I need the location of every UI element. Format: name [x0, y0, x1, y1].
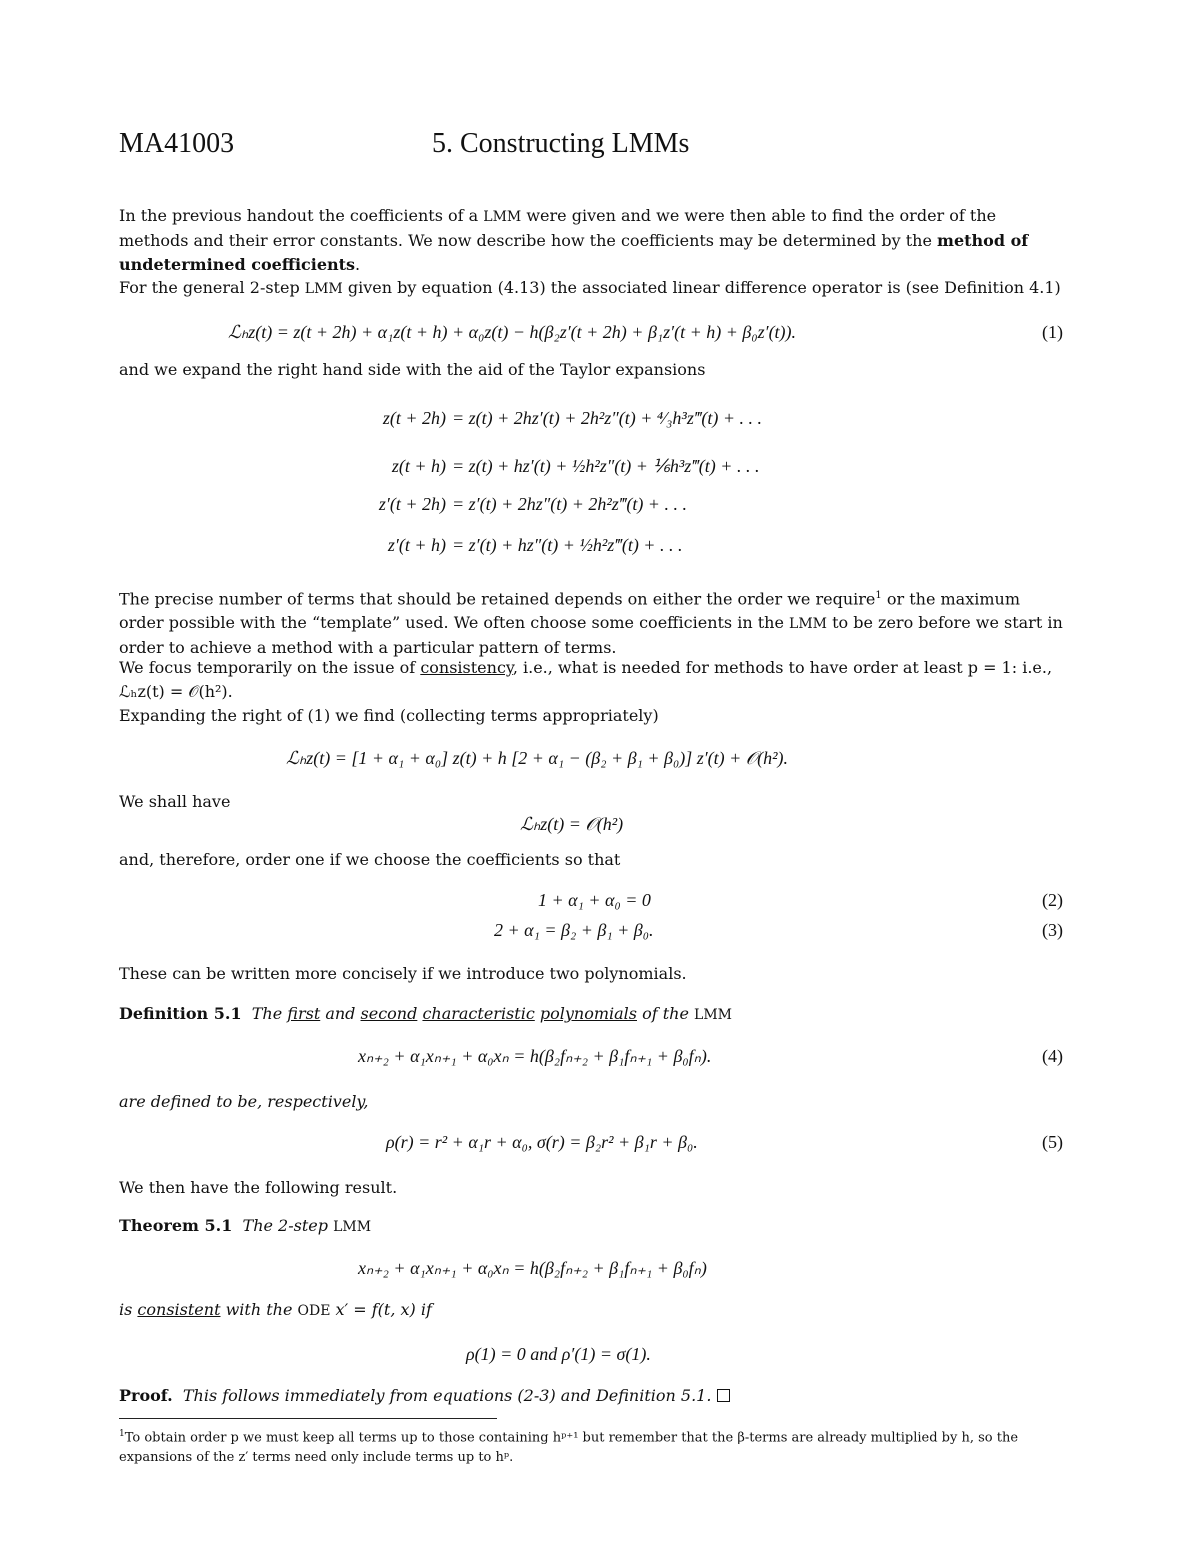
course-code: MA41003	[119, 128, 235, 159]
terms-paragraph	[119, 584, 1063, 660]
proof-label: Proof.	[119, 1386, 173, 1405]
theorem-is: is	[119, 1300, 138, 1319]
terms-text-b: or the maximum order possible with the “template” used. We often choose some coefficients in the	[119, 589, 1021, 633]
concise-sentence: These can be written more concisely if we introduce two polynomials.	[119, 964, 687, 983]
page-title: 5. Constructing LMMs	[432, 128, 690, 159]
and-therefore: and, therefore, order one if we choose the coefficients so that	[119, 850, 621, 869]
result-intro: We then have the following result.	[119, 1178, 398, 1197]
expanded-operator-equation: ℒₕz(t) = [1 + α₁ + α₀] z(t) + h [2 + α₁ − (β₂ + β₁ + β₀)] z′(t) + 𝒪(h²).	[286, 748, 788, 768]
general-text-a: For the general 2-step	[119, 278, 305, 297]
intro-text-end: .	[355, 255, 361, 274]
theorem-with-the: with the	[220, 1300, 298, 1319]
theorem-equation: xₙ₊₂ + α₁xₙ₊₁ + α₀xₙ = h(β₂fₙ₊₂ + β₁fₙ₊₁ + β₀fₙ)	[358, 1258, 707, 1278]
definition-5-1	[119, 1002, 1063, 1027]
taylor-lhs-3: z′(t + 2h)	[378, 494, 446, 514]
taylor-rhs-2: = z(t) + hz′(t) + ½h²z″(t) + ⅙h³z‴(t) + . . .	[452, 456, 760, 476]
footnote-rule	[119, 1418, 497, 1419]
theorem-ode-equation: x′ = f(t, x) if	[330, 1300, 432, 1319]
proof-text: This follows immediately from equations (2-3) and Definition 5.1.	[182, 1386, 712, 1405]
equation-2-number: (2)	[1042, 890, 1063, 910]
equation-4: xₙ₊₂ + α₁xₙ₊₁ + α₀xₙ = h(β₂fₙ₊₂ + β₁fₙ₊₁ + β₀fₙ).	[358, 1046, 712, 1066]
terms-text-c: to be zero before we start in order to achieve a method with a particular pattern of terms.	[119, 613, 1063, 658]
footnote-text: To obtain order p we must keep all terms up to those containing hᵖ⁺¹ but remember that the β-terms are already multiplied by h, so the expansions of the z′ terms need only include terms up to hᵖ.	[119, 1430, 1019, 1466]
equation-1: ℒₕz(t) = z(t + 2h) + α₁z(t + h) + α₀z(t) − h(β₂z′(t + 2h) + β₁z′(t + h) + β₀z′(t)).	[228, 322, 797, 342]
consistency-paragraph	[119, 656, 1063, 728]
lmm-abbrev: LMM	[483, 209, 522, 225]
order-equation: ℒₕz(t) = 𝒪(h²)	[520, 814, 624, 834]
theorem-text-a: The 2-step	[242, 1216, 334, 1235]
equation-3: 2 + α₁ = β₂ + β₁ + β₀.	[494, 920, 654, 940]
taylor-lhs-1: z(t + 2h)	[382, 408, 446, 428]
definition-and: and	[320, 1004, 361, 1023]
intro-text-a: In the previous handout the coefficients of a	[119, 206, 484, 225]
consistency-text-a: We focus temporarily on the issue of	[119, 658, 421, 677]
intro-text-b: were given and we were then able to find the order of the methods and their error constants. We now describe how the coefficients may be determined by the	[119, 206, 997, 250]
consistency-text-c: Expanding the right of (1) we find (collecting terms appropriately)	[119, 706, 659, 725]
taylor-rhs-4: = z′(t) + hz″(t) + ½h²z‴(t) + . . .	[452, 535, 683, 555]
lmm-abbrev: LMM	[304, 281, 343, 297]
method-undetermined-coefficients: method of undetermined coefficients	[119, 231, 1029, 274]
lmm-abbrev: LMM	[333, 1219, 372, 1235]
lmm-abbrev: LMM	[789, 616, 827, 633]
intro-paragraph	[119, 204, 1063, 277]
definition-label: Definition 5.1	[119, 1004, 242, 1023]
theorem-condition: ρ(1) = 0 and ρ′(1) = σ(1).	[466, 1344, 651, 1364]
equation-4-number: (4)	[1042, 1046, 1063, 1066]
equation-3-number: (3)	[1042, 920, 1063, 940]
footnote	[119, 1424, 1063, 1468]
theorem-consistent-line	[119, 1298, 1063, 1323]
proof	[119, 1384, 1063, 1408]
footnote-mark: 1	[875, 590, 882, 601]
taylor-lhs-2: z(t + h)	[391, 456, 446, 476]
lmm-abbrev: LMM	[694, 1007, 732, 1023]
definition-text-b: of the	[637, 1004, 695, 1023]
general-2step-paragraph	[119, 276, 1063, 301]
term-polynomials: polynomials	[539, 1004, 637, 1023]
footnote-number: 1	[119, 1429, 125, 1439]
term-characteristic: characteristic	[422, 1004, 535, 1023]
defined-respectively: are defined to be, respectively,	[119, 1092, 369, 1111]
definition-text-a: The	[251, 1004, 288, 1023]
qed-box-icon	[717, 1389, 730, 1402]
theorem-5-1	[119, 1214, 1063, 1239]
taylor-rhs-3: = z′(t) + 2hz″(t) + 2h²z‴(t) + . . .	[452, 494, 687, 514]
ode-abbrev: ODE	[297, 1303, 331, 1319]
term-second: second	[360, 1004, 418, 1023]
equation-2: 1 + α₁ + α₀ = 0	[538, 890, 651, 910]
we-shall-have: We shall have	[119, 792, 231, 811]
terms-text-a: The precise number of terms that should be retained depends on either the order we require	[119, 589, 876, 609]
taylor-lhs-4: z′(t + h)	[387, 535, 446, 555]
taylor-intro: and we expand the right hand side with the aid of the Taylor expansions	[119, 360, 706, 379]
equation-1-number: (1)	[1042, 322, 1063, 342]
term-consistent: consistent	[137, 1300, 221, 1319]
equation-5-number: (5)	[1042, 1132, 1063, 1152]
theorem-label: Theorem 5.1	[119, 1216, 233, 1235]
term-first: first	[287, 1004, 321, 1023]
consistency-term: consistency	[420, 658, 513, 677]
general-text-b: given by equation (4.13) the associated linear difference operator is (see Definition 4.1)	[342, 278, 1061, 297]
equation-5: ρ(r) = r² + α₁r + α₀, σ(r) = β₂r² + β₁r + β₀.	[386, 1132, 698, 1152]
consistency-text-b: , i.e., what is needed for methods to have order at least p = 1: i.e., ℒₕz(t) = 𝒪(h²).	[119, 658, 1053, 701]
taylor-rhs-1: = z(t) + 2hz′(t) + 2h²z″(t) + ⁴⁄₃h³z‴(t) + . . .	[452, 408, 763, 428]
